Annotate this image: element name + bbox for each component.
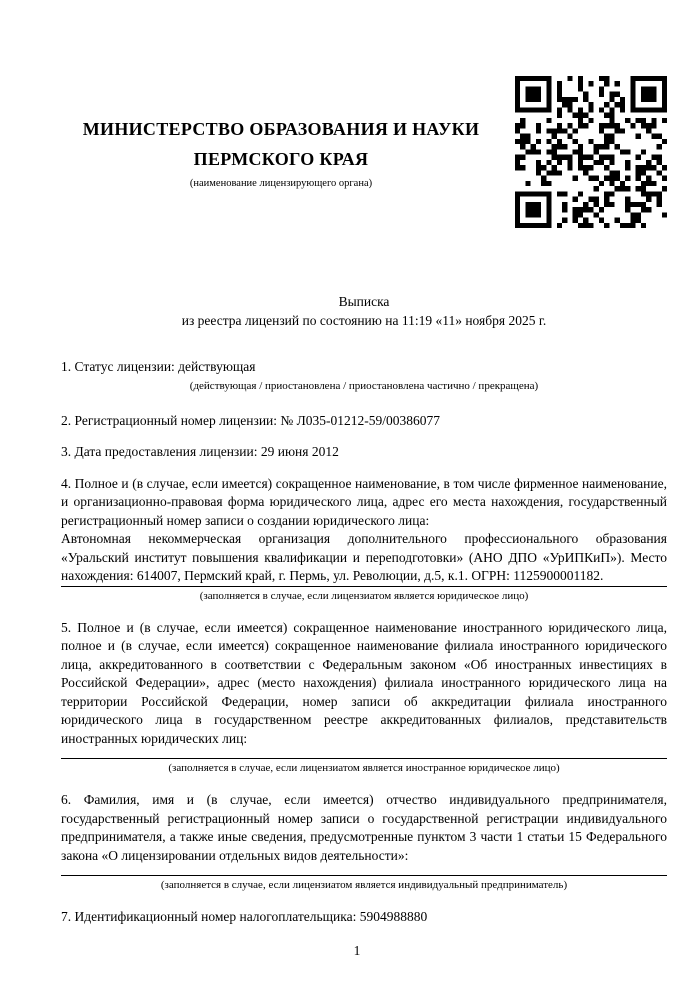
section-individual-entrepreneur (61, 791, 667, 892)
qr-code-icon (515, 76, 667, 228)
section-inn: 7. Идентификационный номер налогоплательщика: 5904988880 (61, 909, 428, 924)
foreign-entity-label: 5. Полное и (в случае, если имеется) сокращенное наименование иностранного юридического лица, полное и (в случае, если имеется) сокращенное наименование филиала иностранного юридического лица, аккредитованного в соответствии с Федеральным законом «Об иностранных инвестициях в Российской Федерации», адрес (место нахождения) филиала иностранного юридического лица на территории Российской Федерации, номер записи об аккредитации филиала иностранного юридического лица в государственном реестре аккредитованных филиалов, представительств иностранных юридических лиц: (61, 619, 667, 746)
page-number: 1 (353, 943, 361, 958)
status-text: 1. Статус лицензии: действующая (61, 359, 256, 374)
section-legal-entity (61, 475, 667, 603)
document-footer (61, 943, 667, 959)
document-body (61, 358, 667, 940)
individual-entrepreneur-caption: (заполняется в случае, если лицензиатом является индивидуальный предприниматель) (160, 879, 568, 891)
individual-entrepreneur-value (61, 865, 667, 876)
licensing-authority-block (61, 114, 515, 190)
legal-entity-value: Автономная некоммерческая организация дополнительного профессионального образования «Уральский институт повышения квалификации и переподготовки» (АНО ДПО «УрИПКиП»). Место нахождения: 614007, Пермский край, г. Пермь, ул. Революции, д.5, к.1. ОГРН: 1125900001182. (61, 530, 667, 587)
foreign-entity-caption: (заполняется в случае, если лицензиатом является иностранное юридическое лицо) (168, 762, 560, 774)
section-foreign-entity (61, 619, 667, 776)
section-grant-date: 3. Дата предоставления лицензии: 29 июня 2012 (61, 444, 339, 459)
section-status (61, 358, 667, 393)
authority-name-line1: МИНИСТЕРСТВО ОБРАЗОВАНИЯ И НАУКИ (82, 119, 480, 139)
status-caption: (действующая / приостановлена / приостановлена частично / прекращена) (189, 379, 539, 392)
legal-entity-label: 4. Полное и (в случае, если имеется) сокращенное наименование, в том числе фирменное наименование, и организационно-правовая форма юридического лица, адрес его места нахождения, государственный регистрационный номер записи о создании юридического лица: (61, 475, 667, 528)
authority-name-line2: ПЕРМСКОГО КРАЯ (193, 149, 369, 169)
foreign-entity-value (61, 748, 667, 759)
individual-entrepreneur-label: 6. Фамилия, имя и (в случае, если имеется) отчество индивидуального предпринимателя, государственный регистрационный номер записи о государственной регистрации индивидуального предпринимателя, а также иные сведения, предусмотренные пунктом 3 части 1 статьи 15 Федерального закона «О лицензировании отдельных видов деятельности»: (61, 792, 667, 863)
document-title: Выписка (338, 294, 390, 309)
document-subtitle: из реестра лицензий по состоянию на 11:19 «11» ноября 2025 г. (181, 313, 547, 328)
legal-entity-caption: (заполняется в случае, если лицензиатом является юридическое лицо) (199, 589, 529, 602)
document-header (61, 76, 667, 228)
section-reg-number: 2. Регистрационный номер лицензии: № Л035-01212-59/00386077 (61, 412, 441, 428)
authority-caption: (наименование лицензирующего органа) (189, 178, 373, 189)
document-title-block (61, 292, 667, 330)
